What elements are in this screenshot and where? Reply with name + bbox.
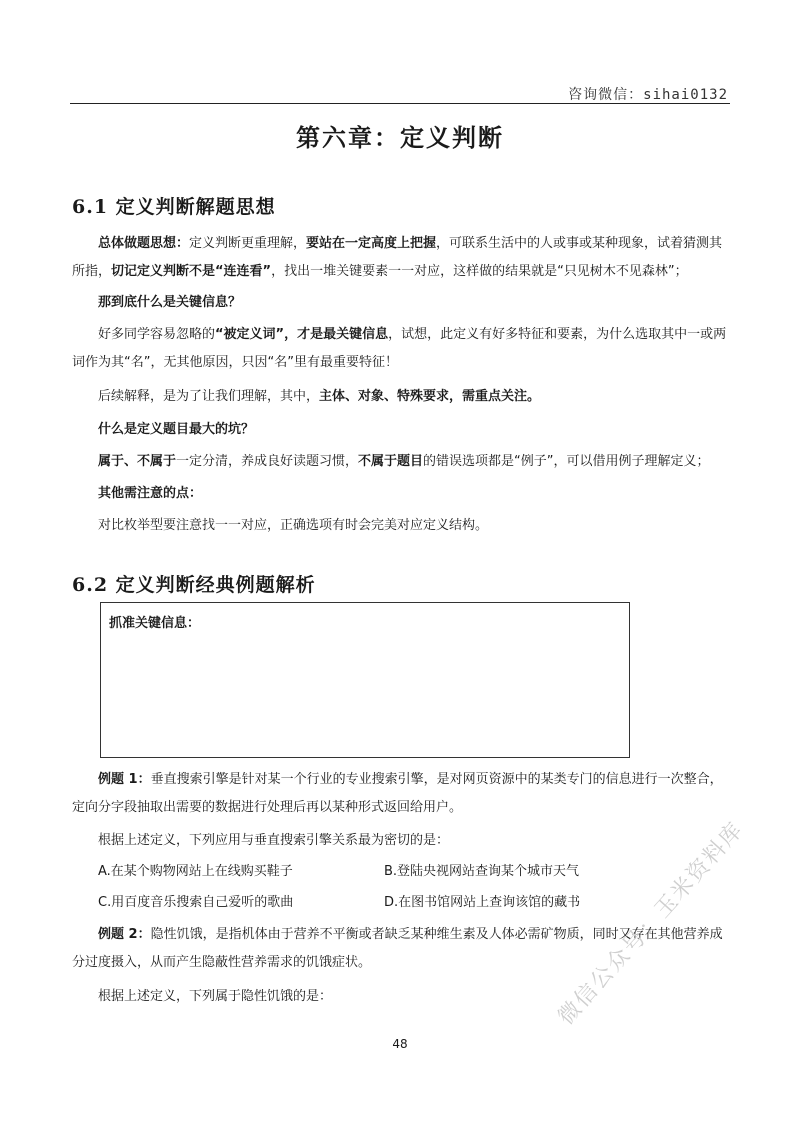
option-d: D.在图书馆网站上查询该馆的藏书 xyxy=(384,895,581,910)
bold-text: 要站在一定高度上把握 xyxy=(306,236,437,251)
bold-text: 总体做题思想： xyxy=(98,236,190,251)
example-2-label: 例题 2： xyxy=(98,927,151,942)
chapter-title: 第六章：定义判断 xyxy=(296,123,504,152)
bold-text: 什么是定义题目最大的坑？ xyxy=(98,422,255,437)
bold-text: 其他需注意的点： xyxy=(98,486,203,501)
section-title-6-2: 6.2 定义判断经典例题解析 xyxy=(72,574,316,596)
key-info-box xyxy=(100,602,630,758)
option-a: A.在某个购物网站上在线购买鞋子 xyxy=(98,864,293,879)
paragraph-follow-up xyxy=(72,383,728,411)
text: 好多同学容易忽略的 xyxy=(98,327,216,342)
option-c: C.用百度音乐搜索自己爱听的歌曲 xyxy=(98,895,294,910)
text: 后续解释，是为了让我们理解，其中， xyxy=(98,389,320,404)
bold-text: 不属于题目 xyxy=(358,454,424,469)
bold-text: 切记定义判断不是“连连看” xyxy=(111,264,272,279)
bold-text: 主体、对象、特殊要求，需重点关注。 xyxy=(319,389,541,404)
paragraph-defined-word xyxy=(72,321,728,377)
text: 一定分清，养成良好读题习惯， xyxy=(176,454,359,469)
watermark: 微信公众号：玉米资料库 xyxy=(553,817,749,1031)
text: ，找出一堆关键要素一一对应，这样做的结果就是“只见树木不见森林”； xyxy=(271,264,688,279)
header-contact: 咨询微信：sihai0132 xyxy=(568,87,728,103)
example-1-label: 例题 1： xyxy=(98,772,151,787)
question-key-info xyxy=(72,289,728,317)
header-divider xyxy=(70,103,730,104)
example-1-question: 根据上述定义，下列应用与垂直搜索引擎关系最为密切的是： xyxy=(98,833,450,848)
text: ，可联系生活中的人或事或某种现象，试着猜测其所指， xyxy=(72,236,723,279)
question-biggest-pitfall xyxy=(72,416,728,444)
text: 定义判断更重理解， xyxy=(189,236,307,251)
page-number: 48 xyxy=(392,1037,408,1051)
paragraph-overall-thinking xyxy=(72,230,728,286)
bold-text: 那到底什么是关键信息？ xyxy=(98,295,242,310)
text: 的错误选项都是“例子”，可以借用例子理解定义； xyxy=(423,454,710,469)
paragraph-enumeration: 对比枚举型要注意找一一对应，正确选项有时会完美对应定义结构。 xyxy=(98,518,489,533)
bold-text: 属于、不属于 xyxy=(98,454,177,469)
example-2-text: 隐性饥饿，是指机体由于营养不平衡或者缺乏某种维生素及人体必需矿物质，同时又存在其他营养成分过度摄入，从而产生隐蔽性营养需求的饥饿症状。 xyxy=(72,927,723,970)
key-info-label: 抓准关键信息： xyxy=(109,616,201,631)
bold-text: “被定义词”，才是最关键信息 xyxy=(215,327,389,342)
text: ，试想，此定义有好多特征和要素，为什么选取其中一或两词作为其“名”，无其他原因，只因“名”里有最重要特征！ xyxy=(72,327,727,370)
example-1 xyxy=(72,766,728,822)
option-b: B.登陆央视网站查询某个城市天气 xyxy=(384,864,580,879)
paragraph-belongs xyxy=(72,448,728,476)
section-title-6-1: 6.1 定义判断解题思想 xyxy=(72,196,276,218)
example-1-text: 垂直搜索引擎是针对某一个行业的专业搜索引擎，是对网页资源中的某类专门的信息进行一次整合，定向分字段抽取出需要的数据进行处理后再以某种形式返回给用户。 xyxy=(72,772,723,815)
question-other-points xyxy=(72,480,728,508)
example-2-question: 根据上述定义，下列属于隐性饥饿的是： xyxy=(98,989,333,1004)
